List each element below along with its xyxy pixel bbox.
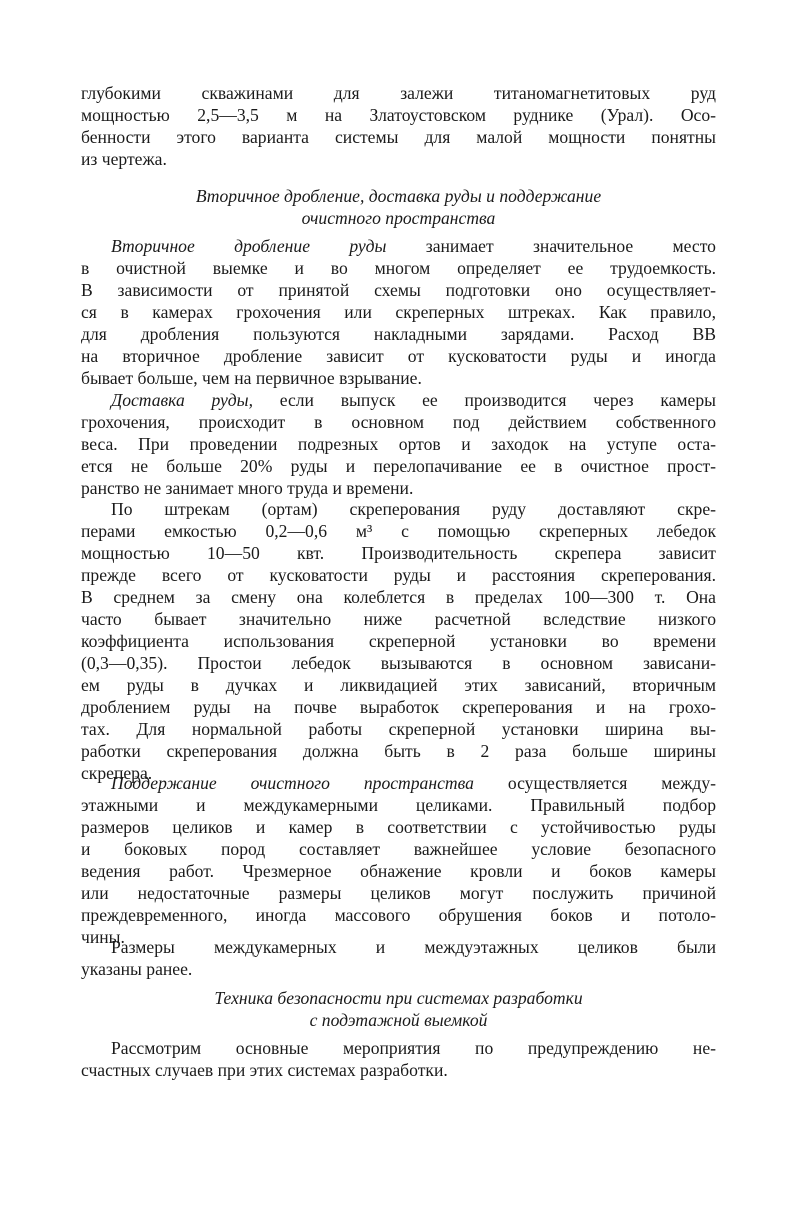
text-line: дроблением руды на почве выработок скреперования и на грохо- [81,697,716,717]
text-line: счастных случаев при этих системах разработки. [81,1060,448,1080]
text-line: или недостаточные размеры целиков могут послужить причиной [81,883,716,903]
text-line: веса. При проведении подрезных ортов и заходок на уступе оста- [81,434,716,454]
text-line [81,389,716,411]
text-line: В среднем за смену она колеблется в пределах 100—300 т. Она [81,587,716,607]
paragraph-ore-delivery [81,389,716,499]
text-line: в очистной выемке и во многом определяет ее трудоемкость. [81,258,716,278]
text-line: и боковых пород составляет важнейшее условие безопасного [81,839,716,859]
heading-line: с подэтажной выемкой [309,1010,488,1030]
text-line: глубокими скважинами для залежи титаномагнетитовых руд [81,83,716,103]
text-line: ется не больше 20% руды и перелопачивание ее в очистное прост- [81,456,716,476]
heading-line: Техника безопасности при системах разработки [214,988,583,1008]
text-line: для дробления пользуются накладными зарядами. Расход ВВ [81,324,716,344]
text-line: этажными и междукамерными целиками. Правильный подбор [81,795,716,815]
text-line: перами емкостью 0,2—0,6 м³ с помощью скреперных лебедок [81,521,716,541]
text-line: из чертежа. [81,149,167,169]
text-line: преждевременного, иногда массового обрушения боков и потоло- [81,905,716,925]
text-fragment: если выпуск ее производится через камеры [253,390,716,410]
text-line: Размеры междукамерных и междуэтажных целиков были [111,937,716,957]
text-line: бывает больше, чем на первичное взрывание. [81,368,422,388]
text-line: тах. Для нормальной работы скреперной установки ширина вы- [81,719,716,739]
text-line: на вторичное дробление зависит от кусковатости руды и иногда [81,346,716,366]
text-line: Рассмотрим основные мероприятия по предупреждению не- [111,1038,716,1058]
paragraph-intro [81,82,716,170]
text-line: размеров целиков и камер в соответствии с устойчивостью руды [81,817,716,837]
paragraph-pillar-sizes [81,936,716,980]
text-line: ведения работ. Чрезмерное обнажение кровли и боков камеры [81,861,716,881]
text-line: скрепера. [81,763,153,783]
text-line [81,772,716,794]
text-line: (0,3—0,35). Простои лебедок вызываются в основном зависани- [81,653,716,673]
text-line: бенности этого варианта системы для малой мощности понятны [81,127,716,147]
heading-line: Вторичное дробление, доставка руды и поддержание [195,186,602,206]
term-secondary-crushing: Вторичное дробление руды [111,236,387,256]
text-line: ся в камерах грохочения или скреперных штреках. Как правило, [81,302,716,322]
paragraph-secondary-crushing [81,235,716,389]
text-line: В зависимости от принятой схемы подготовки оно осуществляет- [81,280,716,300]
term-ore-delivery: Доставка руды, [111,390,253,410]
text-line: ранство не занимает много труда и времени. [81,478,414,498]
text-line: ем руды в дучках и ликвидацией этих зависаний, вторичным [81,675,716,695]
paragraph-safety-measures [81,1037,716,1081]
term-space-support: Поддержание очистного пространства [111,773,474,793]
text-line: указаны ранее. [81,959,193,979]
text-line: часто бывает значительно ниже расчетной вследствие низкого [81,609,716,629]
text-line: работки скреперования должна быть в 2 раза больше ширины [81,741,716,761]
section-heading-safety [81,987,716,1031]
section-heading-crushing [81,185,716,229]
paragraph-space-support [81,772,716,948]
text-fragment: осуществляется между- [473,773,716,793]
text-line: прежде всего от кусковатости руды и расстояния скреперования. [81,565,716,585]
text-line: мощностью 2,5—3,5 м на Златоустовском руднике (Урал). Осо- [81,105,716,125]
text-line: грохочения, происходит в основном под действием собственного [81,412,716,432]
heading-line: очистного пространства [301,208,496,228]
text-line: коэффициента использования скреперной установки во времени [81,631,716,651]
paragraph-scraping [81,498,716,784]
text-line: По штрекам (ортам) скреперования руду доставляют скре- [111,499,716,519]
text-line: чины. [81,927,125,947]
text-line: мощностью 10—50 квт. Производительность скрепера зависит [81,543,716,563]
text-fragment: занимает значительное место [386,236,716,256]
text-line [81,235,716,257]
